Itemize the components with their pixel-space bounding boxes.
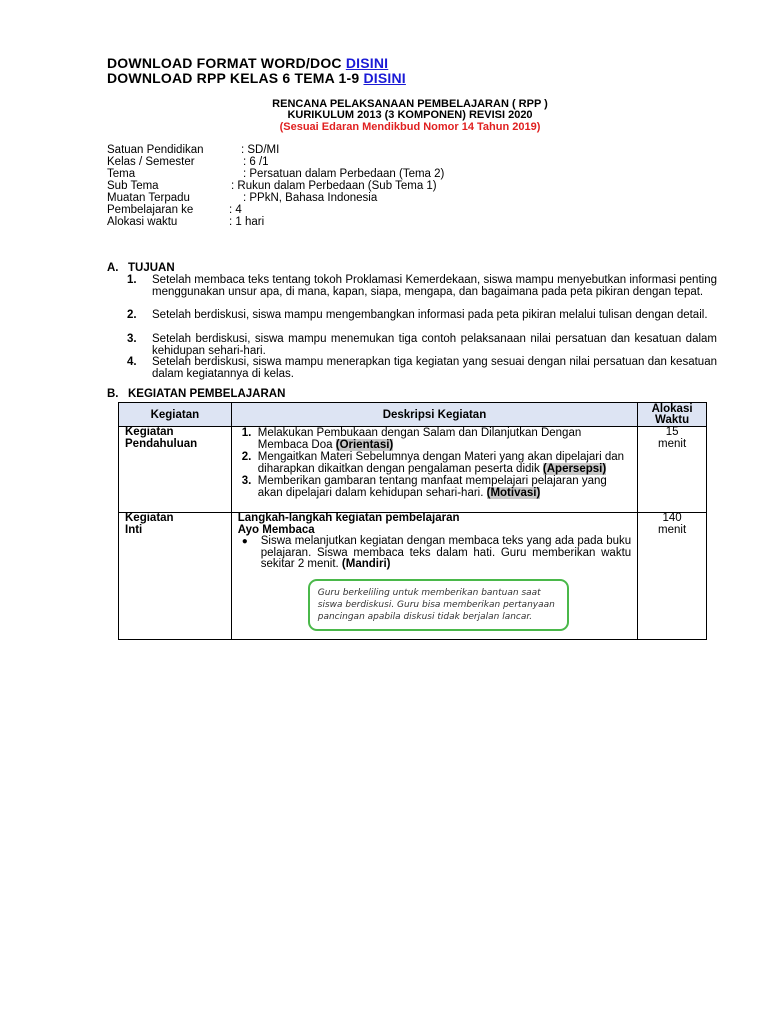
objective-text: Setelah membaca teks tentang tokoh Proklamasi Kemerdekaan, siswa mampu menyebutkan informasi penting menggunakan unsur apa, di mana, kapan, siapa, mengapa, dan bagaimana pada peta pikiran dengan tepat. [152,274,717,298]
download-rpp-link[interactable]: DISINI [363,70,406,86]
download-rpp-text: DOWNLOAD RPP KELAS 6 TEMA 1-9 [107,70,364,86]
objective-item [127,334,717,357]
identity-label: Muatan Terpadu [107,192,190,204]
step-text: Mengaitkan Materi Sebelumnya dengan Materi yang akan dipelajari dan diharapkan dikaitkan dengan pengalaman peserta didik [257,451,625,475]
waktu-unit: menit [658,523,687,536]
section-b-heading [107,388,285,400]
section-a-title: TUJUAN [128,262,175,274]
step-number: 3. [241,475,252,487]
identity-value: : 6 /1 [243,156,269,168]
identity-value: : 1 hari [229,216,265,228]
identity-label: Kelas / Semester [107,156,195,168]
edaran-note: (Sesuai Edaran Mendikbud Nomor 14 Tahun 2019) [279,121,541,133]
waktu-unit: menit [658,437,687,450]
objective-text: Setelah berdiskusi, siswa mampu mengembangkan informasi pada peta pikiran melalui tulisan dengan detail. [152,309,708,321]
pendahuluan-label-line1: Kegiatan [125,426,174,438]
table-row-inti [119,513,707,640]
identity-label: Satuan Pendidikan [107,144,204,156]
section-b-title: KEGIATAN PEMBELAJARAN [128,388,286,400]
header-deskripsi: Deskripsi Kegiatan [231,403,637,427]
step-text: Melakukan Pembukaan dengan Salam dan Dilanjutkan Dengan Membaca Doa [257,427,582,451]
inti-label-line1: Kegiatan [125,512,174,524]
objective-text: Setelah berdiskusi, siswa mampu menemukan tiga contoh pelaksanaan nilai persatuan dan kesatuan dalam kehidupan sehari-hari. [152,333,717,357]
step-tag: (Mandiri) [341,558,391,570]
objective-item [127,310,717,322]
objective-item [127,275,717,298]
objective-item [127,357,717,380]
pendahuluan-label [119,427,232,513]
identity-label: Sub Tema [107,180,159,192]
step-tag: (Motivasi) [486,486,541,499]
rpp-title: RENCANA PELAKSANAAN PEMBELAJARAN ( RPP ) [272,98,548,110]
ayo-membaca-heading: Ayo Membaca [237,523,315,536]
step-text: Memberikan gambaran tentang manfaat mempelajari pelajaran yang akan dipelajari dalam kehidupan sehari-hari. [257,475,607,499]
activity-table [118,402,707,640]
objective-number: 2. [127,309,137,321]
inti-heading: Langkah-langkah kegiatan pembelajaran [237,512,460,524]
waktu-value: 140 [662,512,682,524]
pendahuluan-waktu [638,427,707,513]
download-word-link[interactable]: DISINI [345,55,389,71]
teacher-note-box: Guru berkeliling untuk memberikan bantuan saat siswa berdiskusi. Guru bisa memberikan pertanyaan pancingan apabila diskusi tidak berjalan lancar. [308,579,569,631]
identity-label: Tema [107,168,136,180]
inti-label [119,513,232,640]
pendahuluan-step [238,428,631,451]
table-header-row [119,403,707,427]
download-word-text: DOWNLOAD FORMAT WORD/DOC [107,55,346,71]
header-waktu-line1: Alokasi [651,402,693,415]
objective-number: 1. [127,274,137,286]
identity-value: : Persatuan dalam Perbedaan (Tema 2) [243,168,445,180]
objective-text: Setelah berdiskusi, siswa mampu menerapkan tiga kegiatan yang sesuai dengan nilai persatuan dan kesatuan dalam kegiatannya di kelas. [152,356,717,380]
identity-value: : SD/MI [241,144,280,156]
objective-number: 4. [127,356,137,368]
step-text: Siswa melanjutkan kegiatan dengan membaca teks yang ada pada buku pelajaran. Siswa membaca teks dalam hati. Guru memberikan waktu sekitar 2 menit. [260,535,632,570]
inti-label-line2: Inti [125,523,143,536]
section-a-letter: A. [107,262,119,274]
step-tag: (Apersepsi) [542,462,607,475]
inti-waktu [638,513,707,640]
section-a-heading [107,262,175,274]
pendahuluan-step [238,476,631,499]
identity-value: : PPkN, Bahasa Indonesia [243,192,378,204]
identity-value: : Rukun dalam Perbedaan (Sub Tema 1) [231,180,437,192]
header-waktu [638,403,707,427]
identity-value: : 4 [229,204,242,216]
header-waktu-line2: Waktu [655,413,690,426]
step-number: 2. [241,451,252,463]
waktu-value: 15 [665,426,679,438]
download-rpp-line [107,70,406,86]
step-tag: (Orientasi) [335,438,394,451]
table-row-pendahuluan [119,427,707,513]
curriculum-line: KURIKULUM 2013 (3 KOMPONEN) REVISI 2020 [287,109,533,121]
download-word-line [107,55,388,71]
objective-number: 3. [127,333,137,345]
bullet-icon: ● [241,536,248,547]
identity-label: Alokasi waktu [107,216,178,228]
section-b-letter: B. [107,388,119,400]
inti-step [238,536,631,571]
header-kegiatan: Kegiatan [119,403,232,427]
pendahuluan-description [231,427,637,513]
pendahuluan-step [238,452,631,475]
pendahuluan-label-line2: Pendahuluan [125,437,198,450]
inti-description [231,513,637,640]
step-number: 1. [241,427,252,439]
identity-label: Pembelajaran ke [107,204,194,216]
